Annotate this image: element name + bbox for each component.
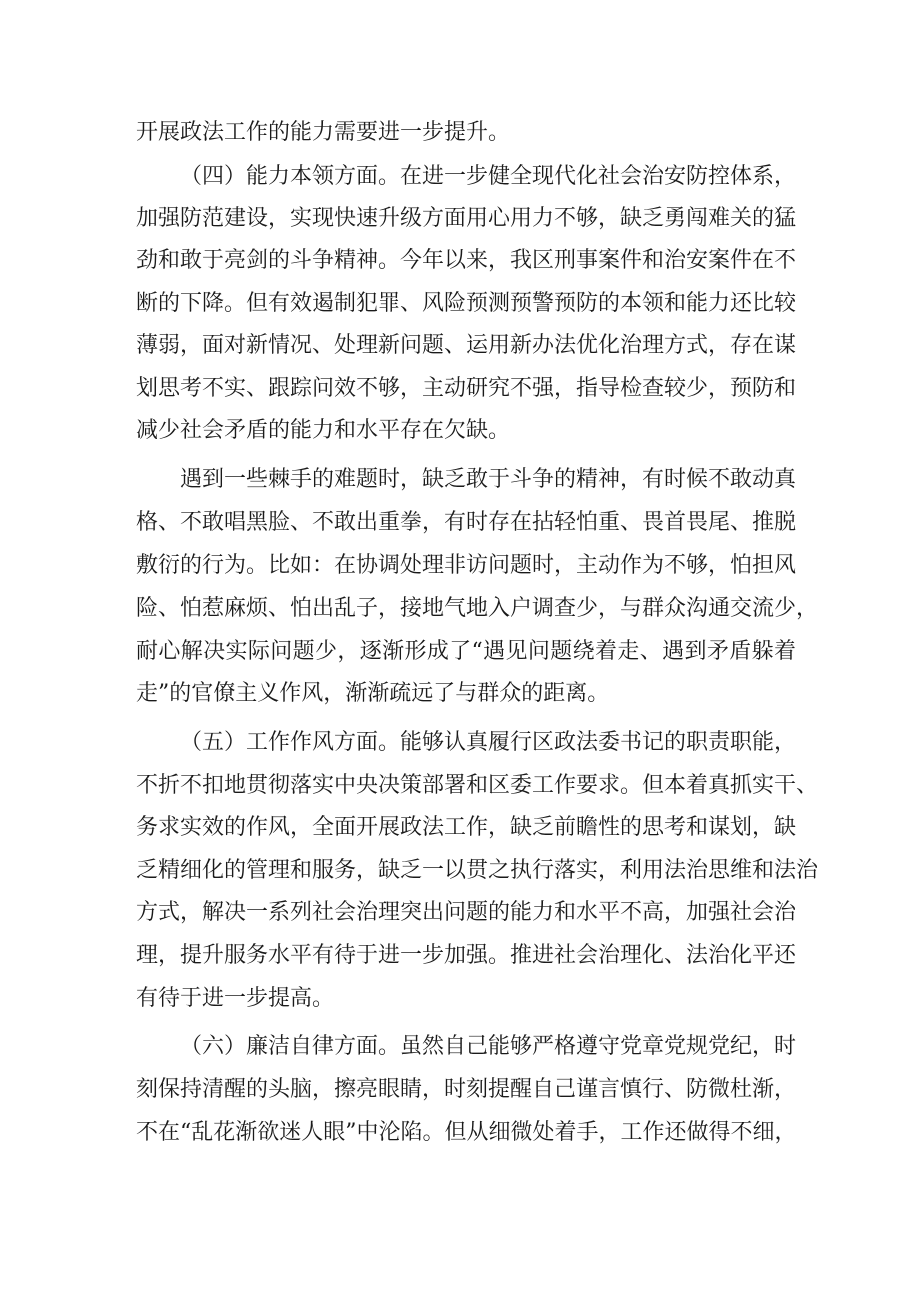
text-line: 耐心解决实际问题少，逐渐形成了“遇见问题绕着走、遇到矛盾躲着 <box>136 639 796 664</box>
text-line: （四）能力本领方面。在进一步健全现代化社会治安防控体系， <box>180 164 797 189</box>
text-line: 走”的官僚主义作风，渐渐疏远了与群众的距离。 <box>136 681 610 706</box>
text-line: 有待于进一步提高。 <box>136 986 335 1011</box>
text-line: 划思考不实、跟踪问效不够，主动研究不强，指导检查较少，预防和 <box>136 376 797 401</box>
text-line: 险、怕惹麻烦、怕出乱子，接地气地入户调查少，与群众沟通交流少， <box>136 596 819 621</box>
text-line: （五）工作作风方面。能够认真履行区政法委书记的职责职能， <box>180 730 797 755</box>
text-line: 遇到一些棘手的难题时，缺乏敢于斗争的精神，有时候不敢动真 <box>180 467 797 492</box>
text-line: 刻保持清醒的头脑，擦亮眼睛，时刻提醒自己谨言慎行、防微杜渐， <box>136 1077 797 1102</box>
text-line: 格、不敢唱黑脸、不敢出重拳，有时存在拈轻怕重、畏首畏尾、推脱 <box>136 510 797 535</box>
text-line: 加强防范建设，实现快速升级方面用心用力不够，缺乏勇闯难关的猛 <box>136 206 797 231</box>
text-line: （六）廉洁自律方面。虽然自己能够严格遵守党章党规党纪，时 <box>180 1034 797 1059</box>
text-line: 方式，解决一系列社会治理突出问题的能力和水平不高，加强社会治 <box>136 900 797 925</box>
text-line: 薄弱，面对新情况、处理新问题、运用新办法优化治理方式，存在谋 <box>136 333 797 358</box>
text-line: 乏精细化的管理和服务，缺乏一以贯之执行落实，利用法治思维和法治 <box>136 858 819 883</box>
text-line: 理，提升服务水平有待于进一步加强。推进社会治理化、法治化平还 <box>136 943 797 968</box>
text-line: 不在“乱花渐欲迷人眼”中沦陷。但从细微处着手，工作还做得不细， <box>136 1120 797 1145</box>
text-line: 减少社会矛盾的能力和水平存在欠缺。 <box>136 418 511 443</box>
text-line: 不折不扣地贯彻落实中央决策部署和区委工作要求。但本着真抓实干、 <box>136 773 819 798</box>
text-line: 断的下降。但有效遏制犯罪、风险预测预警预防的本领和能力还比较 <box>136 291 797 316</box>
text-line: 务求实效的作风，全面开展政法工作，缺乏前瞻性的思考和谋划，缺 <box>136 815 797 840</box>
text-line: 劲和敢于亮剑的斗争精神。今年以来，我区刑事案件和治安案件在不 <box>136 248 797 273</box>
text-line: 敷衍的行为。比如：在协调处理非访问题时，主动作为不够，怕担风 <box>136 553 797 578</box>
text-line: 开展政法工作的能力需要进一步提升。 <box>136 120 511 145</box>
